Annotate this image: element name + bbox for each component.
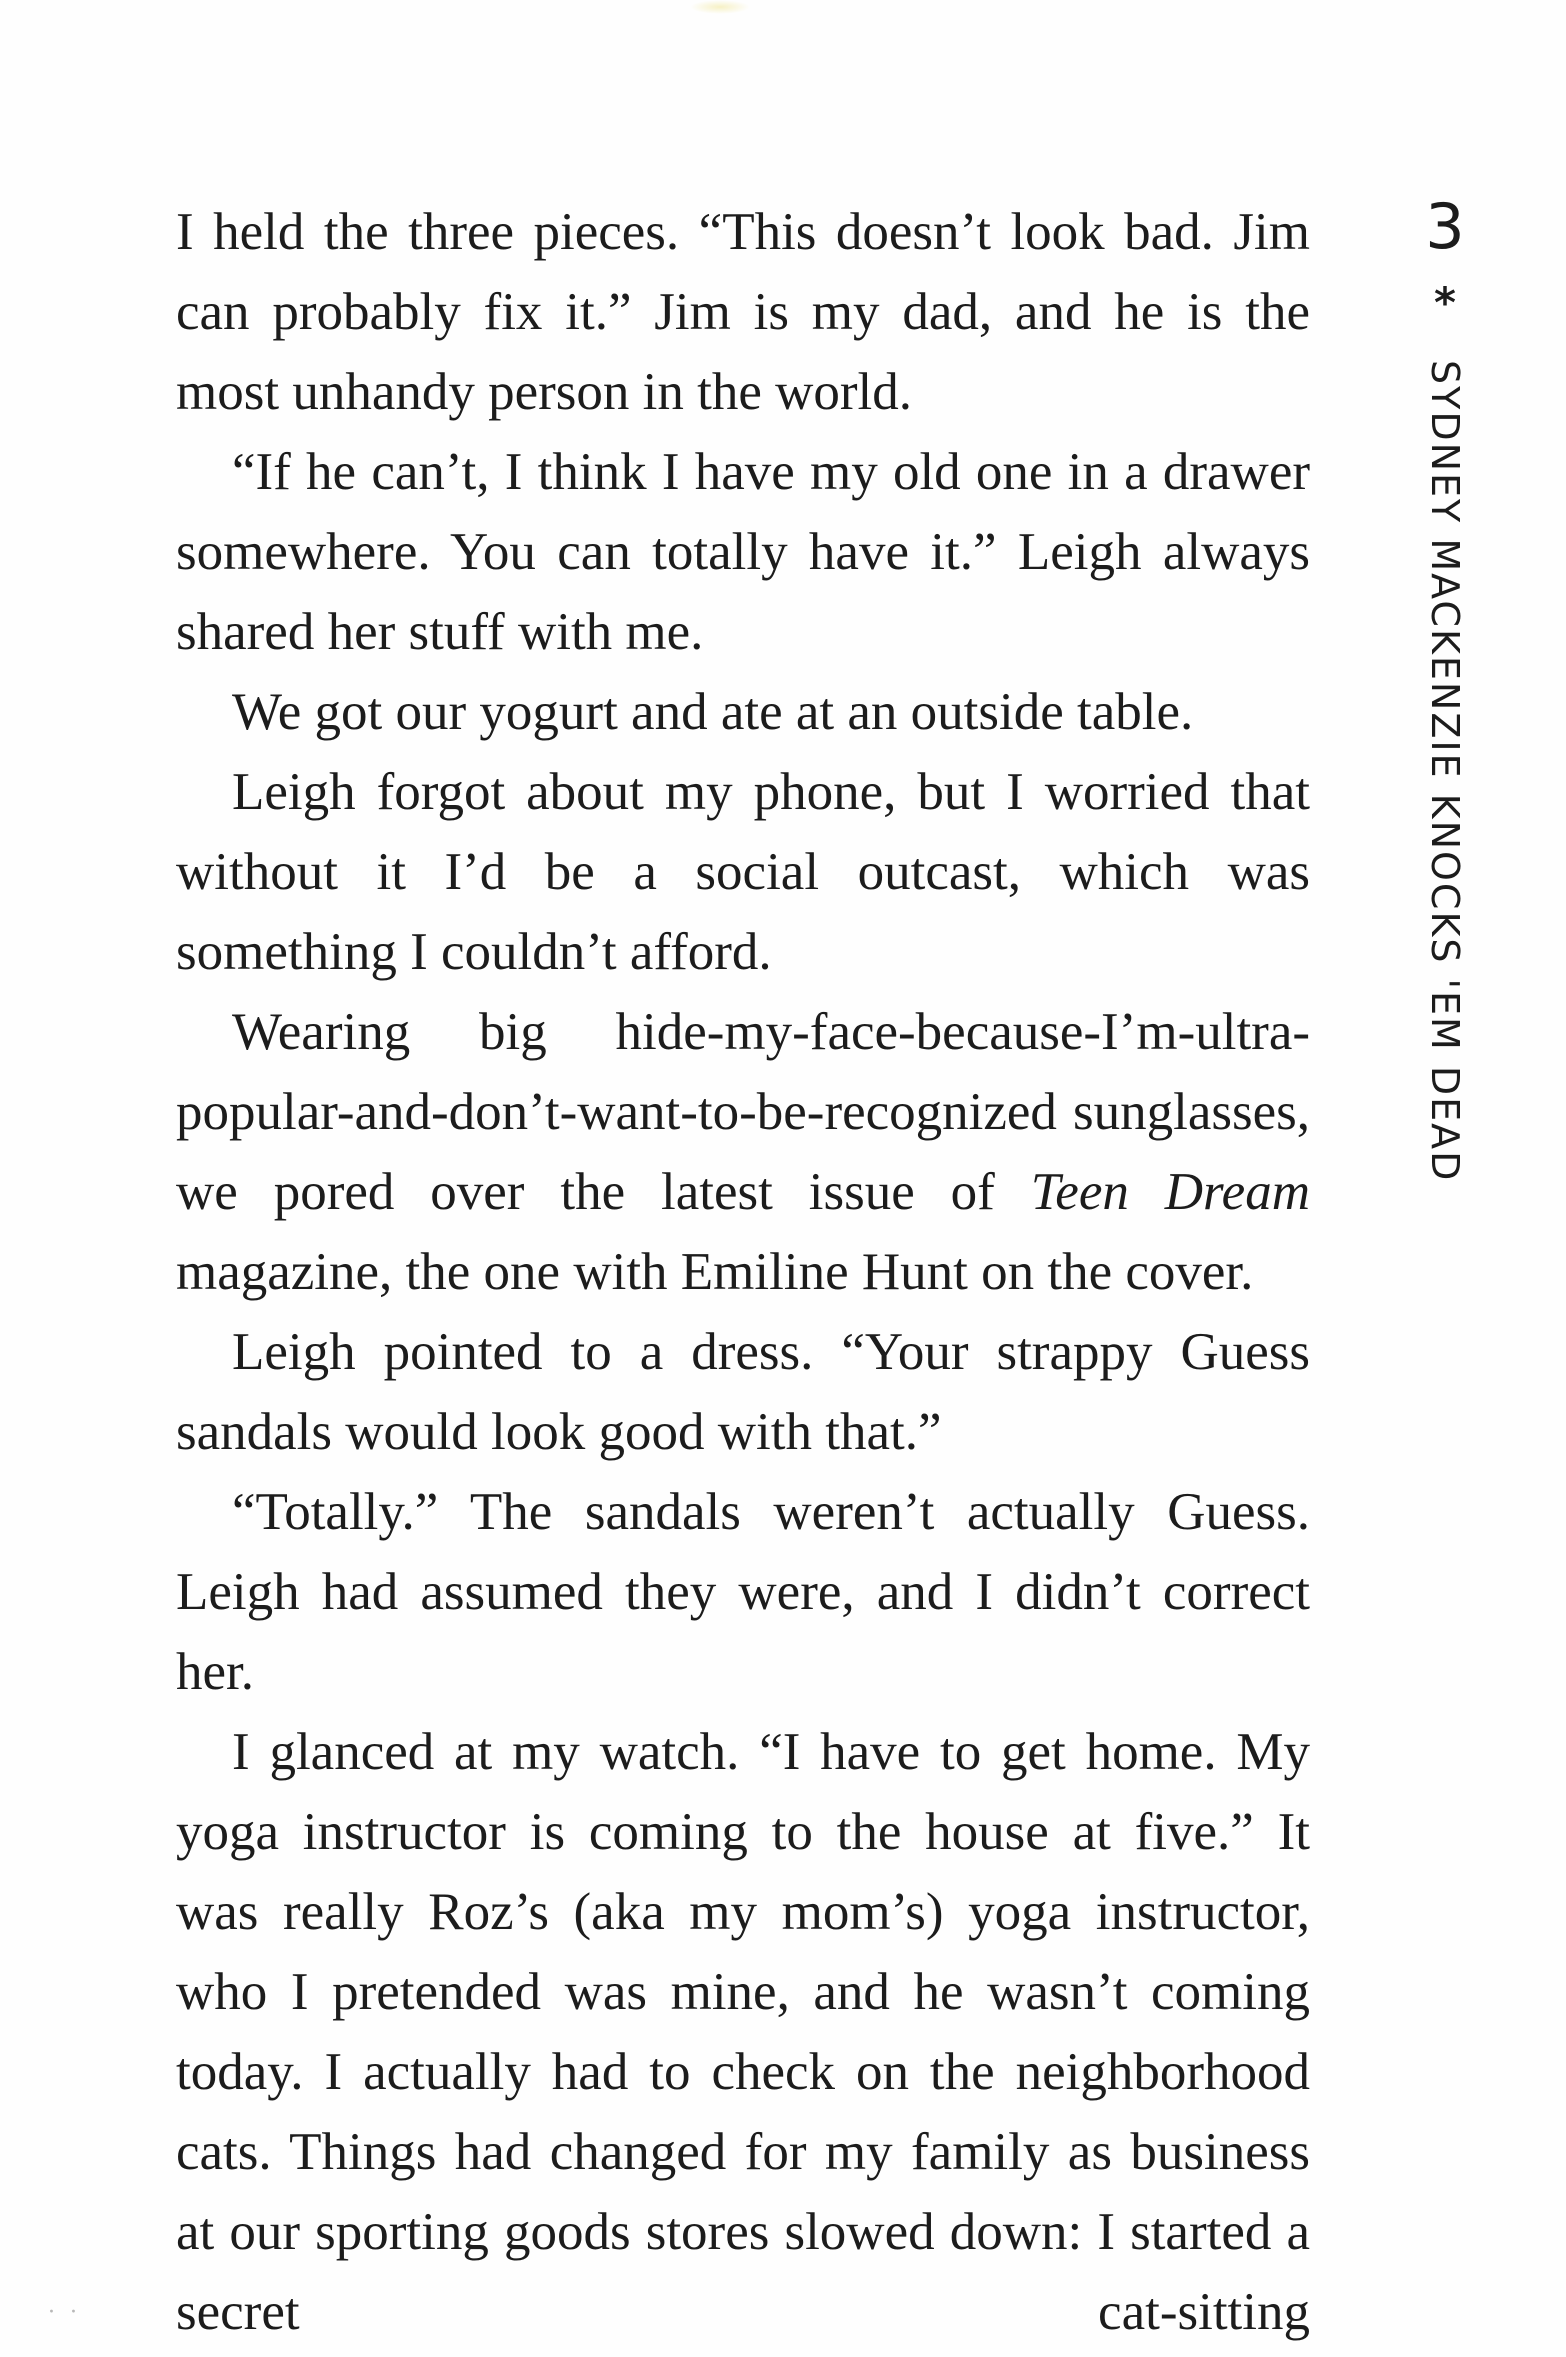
page-text — [176, 192, 1310, 2352]
asterisk-icon: * — [1434, 278, 1456, 327]
paragraph-4: Leigh forgot about my phone, but I worried that without it I’d be a social outcast, which was something I couldn’t afford. — [176, 763, 1310, 981]
paragraph-8: I glanced at my watch. “I have to get home. My yoga instructor is coming to the house at five.” It was really Roz’s (aka my mom’s) yoga instructor, who I pretended was mine, and he wasn’t coming today. I actually had to check on the neighborhood cats. Things had changed for my family as business at our sporting goods stores slowed down: I started a secret cat-sitting — [176, 1723, 1310, 2341]
scan-artifact — [690, 0, 750, 14]
paragraph-6: Leigh pointed to a dress. “Your strappy Guess sandals would look good with that.” — [176, 1323, 1310, 1461]
paragraph-5 — [176, 992, 1310, 1312]
book-title: SYDNEY MACKENZIE KNOCKS 'EM DEAD — [1423, 360, 1467, 1183]
paragraph-7: “Totally.” The sandals weren’t actually Guess. Leigh had assumed they were, and I didn’t correct her. — [176, 1483, 1310, 1701]
page-number: 3 — [1425, 190, 1465, 263]
magazine-title: Teen Dream — [1030, 1163, 1310, 1221]
paragraph-2: “If he can’t, I think I have my old one in a drawer somewhere. You can totally have it.” Leigh always shared her stuff with me. — [176, 443, 1310, 661]
paragraph-3: We got our yogurt and ate at an outside table. — [232, 683, 1194, 741]
paragraph-5-lead: Wearing big hide-my-face-because-I’m-ultra-popular-and-don’t-want-to-be-recognized sunglasses, we pored over the latest issue of — [176, 1003, 1310, 1221]
paragraph-5-tail: magazine, the one with Emiline Hunt on the cover. — [176, 1243, 1254, 1301]
paragraph-1: I held the three pieces. “This doesn’t look bad. Jim can probably fix it.” Jim is my dad, and he is the most unhandy person in the world. — [176, 203, 1310, 421]
running-head — [1395, 192, 1495, 1192]
scan-dots: · · — [48, 2300, 81, 2325]
